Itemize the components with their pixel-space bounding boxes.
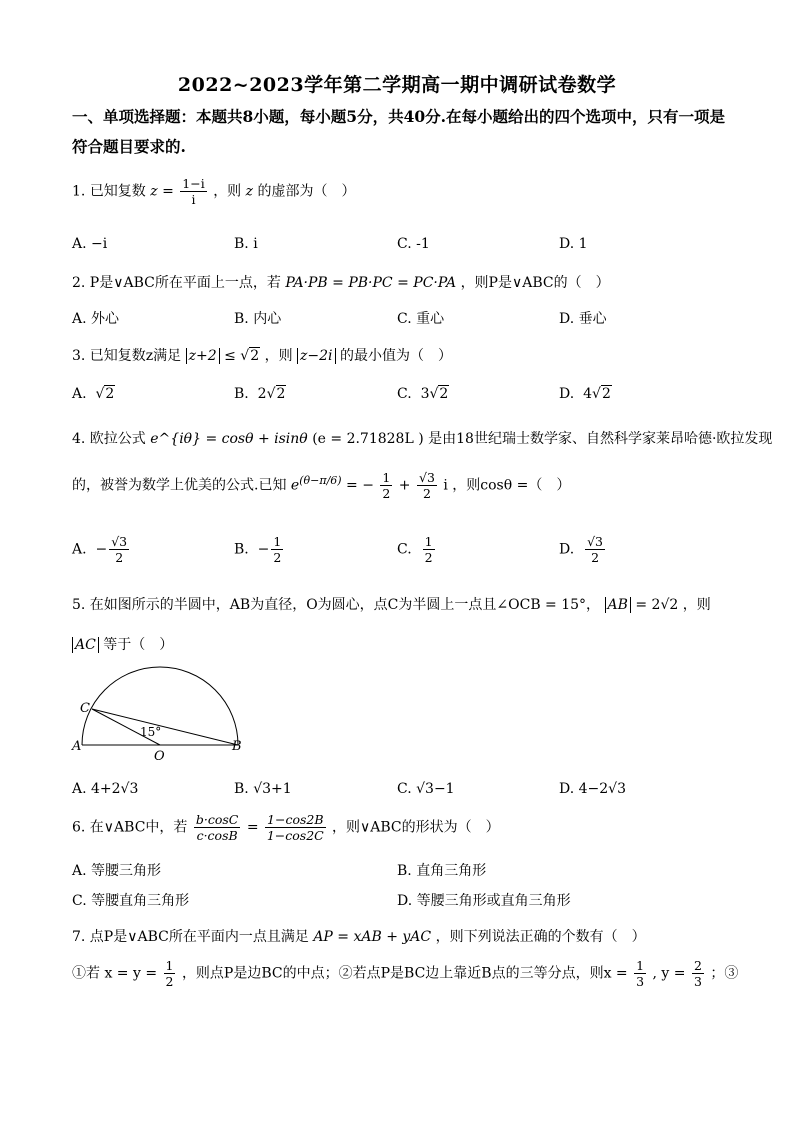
q1-option-b: B. i xyxy=(234,236,258,252)
question-2: 2. P是∨ABC所在平面上一点，若 PA·PB = PB·PC = PC·PA ，则P是∨ABC的（ ） xyxy=(72,275,610,291)
question-6: 6. 在∨ABC中，若 $\frac{b\cdot\cos C}{c\cdot\cos B}$ = $\frac{1-\cos 2B}{1-\cos 2C}$ ，则∨ABC的形状为（ ） xyxy=(72,812,500,843)
q1-option-a: A. −i xyxy=(72,236,108,252)
q3-option-b: B. 2√2 xyxy=(234,386,286,402)
q3-option-c: C. 3√2 xyxy=(397,386,449,402)
q6-option-d: D. 等腰三角形或直角三角形 xyxy=(397,893,571,909)
semicircle-figure xyxy=(70,665,250,765)
q4-option-c: C. $\frac{1}{2}$ xyxy=(397,534,433,565)
question-7-line-1: 7. 点P是∨ABC所在平面内一点且满足 AP = xAB + yAC ，则下列说法正确的个数有（ ） xyxy=(72,929,646,945)
fraction: $\frac{1-i}{i}$ xyxy=(182,176,205,207)
point-label-c: C xyxy=(80,701,90,716)
question-7-line-2: ①若 x = y = $\frac{1}{2}$ ，则点P是边BC的中点；②若点P是BC边上靠近B点的三等分点，则x = $\frac{1}{3}$ , y = $\frac{2}{3}$ ；③ xyxy=(72,958,739,989)
q4-option-d: D. $\frac{√3}{2}$ xyxy=(559,534,604,565)
q1-option-d: D. 1 xyxy=(559,236,588,252)
point-label-a: A xyxy=(72,739,82,754)
angle-label: 15° xyxy=(140,725,162,739)
page-title: 2022~2023学年第二学期高一期中调研试卷数学 xyxy=(177,74,617,96)
q4-option-a: A. − $\frac{√3}{2}$ xyxy=(72,534,128,565)
q1-option-c: C. -1 xyxy=(397,236,430,252)
q6-option-a: A. 等腰三角形 xyxy=(72,863,162,879)
point-label-b: B xyxy=(232,739,242,754)
q2-option-d: D. 垂心 xyxy=(559,311,607,327)
question-1: 1. 已知复数 z = $\frac{1-i}{i}$ ，则 z 的虚部为（ ） xyxy=(72,176,356,207)
q2-option-c: C. 重心 xyxy=(397,311,445,327)
question-4-line-1: 4. 欧拉公式 e^{iθ} = cosθ + isinθ (e = 2.71828L ) 是由18世纪瑞士数学家、自然科学家莱昂哈德·欧拉发现 xyxy=(72,431,773,447)
q3-option-d: D. 4√2 xyxy=(559,386,611,402)
q5-option-d: D. 4−2√3 xyxy=(559,781,626,797)
question-3: 3. 已知复数z满足 z+2 ≤ √2 ，则 z−2i 的最小值为（ ） xyxy=(72,348,452,364)
question-5-line-1: 5. 在如图所示的半圆中，AB为直径，O为圆心，点C为半圆上一点且∠OCB = 15°， AB = 2√2 ，则 xyxy=(72,597,711,613)
q2-option-a: A. 外心 xyxy=(72,311,120,327)
q6-option-c: C. 等腰直角三角形 xyxy=(72,893,190,909)
q3-option-a: A. √2 xyxy=(72,386,115,402)
point-label-o: O xyxy=(154,749,165,764)
q5-option-c: C. √3−1 xyxy=(397,781,455,797)
section-heading: 一、单项选择题：本题共8小题，每小题5分，共40分.在每小题给出的四个选项中，只有一项是符合题目要求的. xyxy=(72,107,726,156)
question-4-line-2: 的，被誉为数学上优美的公式.已知 $e^{(\theta-\pi/6)}$ = − $\frac{1}{2}$ + $\frac{√3}{2}$ i ，则cosθ =（ ） xyxy=(72,470,571,501)
q6-option-b: B. 直角三角形 xyxy=(397,863,487,879)
question-5-line-2: AC 等于（ ） xyxy=(72,634,173,654)
q5-option-b: B. √3+1 xyxy=(234,781,292,797)
q2-option-b: B. 内心 xyxy=(234,311,282,327)
q5-option-a: A. 4+2√3 xyxy=(72,781,139,797)
q4-option-b: B. − $\frac{1}{2}$ xyxy=(234,534,282,565)
